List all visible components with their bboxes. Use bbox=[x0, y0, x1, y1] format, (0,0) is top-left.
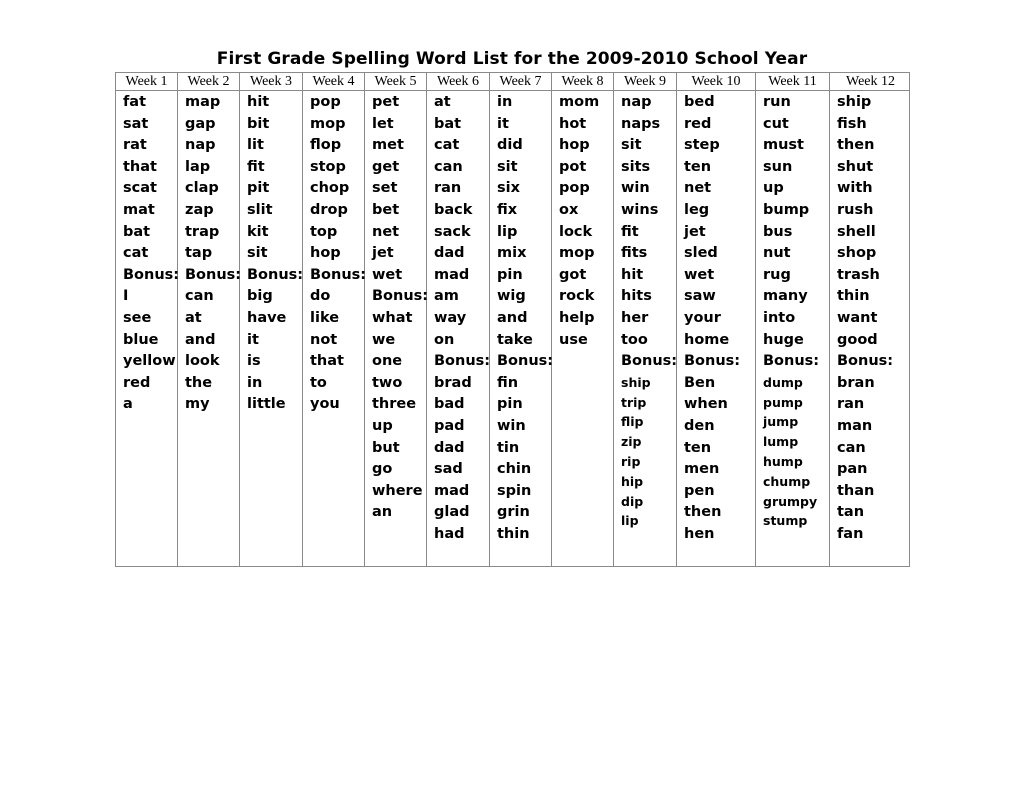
spelling-word: on bbox=[434, 331, 455, 348]
word-list bbox=[621, 92, 676, 531]
spelling-word: men bbox=[684, 461, 720, 478]
spelling-word: that bbox=[310, 353, 344, 370]
spelling-word: home bbox=[684, 331, 730, 348]
spelling-word: red bbox=[123, 374, 151, 391]
spelling-word: got bbox=[559, 266, 587, 283]
column-week-12 bbox=[830, 73, 911, 566]
bonus-label: Bonus: bbox=[497, 353, 554, 370]
spelling-word: tin bbox=[497, 439, 520, 456]
column-week-9 bbox=[614, 73, 677, 566]
spelling-word: thin bbox=[837, 288, 870, 305]
spelling-word: ran bbox=[434, 180, 462, 197]
spelling-word: one bbox=[372, 353, 403, 370]
spelling-word: bus bbox=[763, 223, 793, 240]
spelling-word: win bbox=[621, 180, 650, 197]
bonus-word: lump bbox=[763, 434, 799, 450]
spelling-word: fish bbox=[837, 115, 867, 132]
column-header: Week 1 bbox=[125, 74, 168, 89]
bonus-word: hip bbox=[621, 473, 644, 489]
bonus-label: Bonus: bbox=[684, 353, 741, 370]
bonus-label: Bonus: bbox=[837, 353, 894, 370]
spelling-word: tap bbox=[185, 245, 213, 262]
spelling-word: zap bbox=[185, 201, 214, 218]
spelling-word: met bbox=[372, 137, 404, 154]
spelling-word: can bbox=[837, 439, 866, 456]
spelling-word: rug bbox=[763, 266, 791, 283]
bonus-word: chump bbox=[763, 473, 811, 489]
column-week-6 bbox=[427, 73, 490, 566]
spelling-word: chin bbox=[497, 461, 532, 478]
spelling-word: and bbox=[185, 331, 216, 348]
spelling-word: pad bbox=[434, 417, 465, 434]
bonus-word: dip bbox=[621, 493, 644, 509]
spelling-word: is bbox=[247, 353, 261, 370]
spelling-word: can bbox=[185, 288, 214, 305]
spelling-word: fit bbox=[621, 223, 639, 240]
column-header: Week 9 bbox=[623, 74, 667, 89]
column-header: Week 3 bbox=[249, 74, 293, 89]
spelling-word: fan bbox=[837, 525, 864, 542]
bonus-word: lip bbox=[621, 513, 639, 529]
bonus-word: grumpy bbox=[763, 493, 818, 509]
spelling-word: up bbox=[372, 417, 393, 434]
spelling-word: set bbox=[372, 180, 398, 197]
column-week-11 bbox=[756, 73, 830, 566]
spelling-word: wet bbox=[372, 266, 403, 283]
spelling-word: wins bbox=[621, 201, 659, 218]
word-list bbox=[247, 92, 302, 416]
spelling-word: must bbox=[763, 137, 804, 154]
spelling-word: sled bbox=[684, 245, 718, 262]
bonus-word: flip bbox=[621, 414, 644, 430]
spelling-word: pop bbox=[559, 180, 590, 197]
spelling-word: sits bbox=[621, 158, 651, 175]
spelling-word: mad bbox=[434, 266, 470, 283]
spelling-word: sat bbox=[123, 115, 149, 132]
spelling-word: Ben bbox=[684, 374, 716, 391]
spelling-word: had bbox=[434, 525, 465, 542]
spelling-word: blue bbox=[123, 331, 159, 348]
spelling-word: fat bbox=[123, 94, 147, 110]
spelling-word: bit bbox=[247, 115, 270, 132]
bonus-word: rip bbox=[621, 453, 641, 469]
column-week-3 bbox=[240, 73, 303, 566]
word-list bbox=[559, 92, 613, 351]
column-week-5 bbox=[365, 73, 427, 566]
spelling-word: yellow bbox=[123, 353, 176, 370]
word-list bbox=[372, 92, 429, 524]
bonus-word: trip bbox=[621, 394, 647, 410]
spelling-word: cat bbox=[434, 137, 460, 154]
spelling-word: man bbox=[837, 417, 873, 434]
spelling-word: sit bbox=[497, 158, 518, 175]
spelling-word: I bbox=[123, 288, 129, 305]
spelling-word: map bbox=[185, 94, 221, 110]
bonus-word: dump bbox=[763, 374, 803, 390]
spelling-word: than bbox=[837, 482, 875, 499]
spelling-word: slit bbox=[247, 201, 273, 218]
spelling-word: look bbox=[185, 353, 220, 370]
spelling-word: pin bbox=[497, 396, 523, 413]
spelling-word: hot bbox=[559, 115, 587, 132]
column-header: Week 7 bbox=[499, 74, 542, 89]
word-list bbox=[310, 92, 367, 416]
spelling-word: jet bbox=[372, 245, 394, 262]
spelling-word: take bbox=[497, 331, 533, 348]
bonus-word: pump bbox=[763, 394, 803, 410]
spelling-word: sit bbox=[247, 245, 268, 262]
spelling-word: hop bbox=[559, 137, 590, 154]
spelling-word: flop bbox=[310, 137, 342, 154]
spelling-word: clap bbox=[185, 180, 219, 197]
spelling-word: little bbox=[247, 396, 286, 413]
spelling-word: big bbox=[247, 288, 273, 305]
spelling-word: bet bbox=[372, 201, 400, 218]
spelling-word: it bbox=[247, 331, 259, 348]
spelling-word: step bbox=[684, 137, 720, 154]
spelling-word: dad bbox=[434, 439, 465, 456]
spelling-word: huge bbox=[763, 331, 804, 348]
spelling-word: with bbox=[837, 180, 873, 197]
spelling-word: let bbox=[372, 115, 394, 132]
spelling-word: cat bbox=[123, 245, 149, 262]
spelling-word: ran bbox=[837, 396, 865, 413]
spelling-word: lip bbox=[497, 223, 518, 240]
spelling-word: see bbox=[123, 309, 152, 326]
page-title: First Grade Spelling Word List for the 2009-2010 School Year bbox=[216, 49, 808, 69]
word-list bbox=[837, 92, 911, 545]
spelling-word: bran bbox=[837, 374, 875, 391]
spelling-word: pop bbox=[310, 94, 341, 110]
spelling-word: scat bbox=[123, 180, 157, 197]
spelling-word: brad bbox=[434, 374, 472, 391]
spelling-word: trash bbox=[837, 266, 880, 283]
spelling-word: it bbox=[497, 115, 509, 132]
spelling-word: want bbox=[837, 309, 878, 326]
spelling-word: shut bbox=[837, 158, 874, 175]
spelling-word: nap bbox=[621, 94, 652, 110]
spelling-word: spin bbox=[497, 482, 532, 499]
spelling-word: have bbox=[247, 309, 287, 326]
spelling-word: up bbox=[763, 180, 784, 197]
spelling-word: two bbox=[372, 374, 403, 391]
spelling-word: in bbox=[247, 374, 263, 391]
bonus-label: Bonus: bbox=[247, 266, 304, 283]
spelling-word: you bbox=[310, 396, 340, 413]
spelling-word: pit bbox=[247, 180, 270, 197]
spelling-word: three bbox=[372, 396, 417, 413]
spelling-word: fix bbox=[497, 201, 518, 218]
spelling-word: too bbox=[621, 331, 648, 348]
spelling-word: am bbox=[434, 288, 459, 305]
spelling-word: lap bbox=[185, 158, 211, 175]
spelling-word: then bbox=[837, 137, 875, 154]
spelling-word: nap bbox=[185, 137, 216, 154]
spelling-word: like bbox=[310, 309, 340, 326]
spelling-word: hit bbox=[621, 266, 644, 283]
column-week-7 bbox=[490, 73, 552, 566]
spelling-word: shop bbox=[837, 245, 877, 262]
spelling-word: did bbox=[497, 137, 523, 154]
spelling-word: lock bbox=[559, 223, 593, 240]
spelling-word: where bbox=[372, 482, 423, 499]
spelling-word: into bbox=[763, 309, 796, 326]
spelling-table bbox=[115, 72, 910, 567]
spelling-word: and bbox=[497, 309, 528, 326]
spelling-word: ten bbox=[684, 439, 712, 456]
spelling-word: get bbox=[372, 158, 400, 175]
spelling-word: ten bbox=[684, 158, 712, 175]
bonus-word: zip bbox=[621, 434, 642, 450]
spelling-word: pen bbox=[684, 482, 715, 499]
spelling-word: hits bbox=[621, 288, 652, 305]
spelling-word: grin bbox=[497, 504, 530, 521]
spelling-word: do bbox=[310, 288, 331, 305]
spelling-word: chop bbox=[310, 180, 350, 197]
column-header: Week 11 bbox=[768, 74, 817, 89]
word-list bbox=[123, 92, 180, 416]
column-header: Week 10 bbox=[691, 74, 741, 89]
column-week-8 bbox=[552, 73, 614, 566]
column-header: Week 4 bbox=[312, 74, 355, 89]
spelling-word: mom bbox=[559, 94, 600, 110]
spelling-word: leg bbox=[684, 201, 710, 218]
spelling-word: fin bbox=[497, 374, 519, 391]
spelling-word: what bbox=[372, 309, 413, 326]
spelling-word: use bbox=[559, 331, 588, 348]
spelling-word: sack bbox=[434, 223, 471, 240]
spelling-word: at bbox=[185, 309, 202, 326]
bonus-word: jump bbox=[763, 414, 799, 430]
spelling-word: bat bbox=[123, 223, 151, 240]
bonus-word: hump bbox=[763, 453, 803, 469]
column-week-2 bbox=[178, 73, 240, 566]
spelling-word: mop bbox=[559, 245, 595, 262]
column-week-10 bbox=[677, 73, 756, 566]
word-list bbox=[497, 92, 554, 545]
word-list bbox=[684, 92, 755, 545]
spelling-word: sit bbox=[621, 137, 642, 154]
spelling-word: bump bbox=[763, 201, 810, 218]
spelling-word: bed bbox=[684, 94, 715, 110]
spelling-word: her bbox=[621, 309, 649, 326]
spelling-word: my bbox=[185, 396, 210, 413]
spelling-word: rock bbox=[559, 288, 595, 305]
spelling-word: tan bbox=[837, 504, 865, 521]
spelling-word: but bbox=[372, 439, 400, 456]
spelling-word: wig bbox=[497, 288, 526, 305]
spelling-word: den bbox=[684, 417, 715, 434]
spelling-word: naps bbox=[621, 115, 661, 132]
spelling-word: back bbox=[434, 201, 473, 218]
spelling-word: ox bbox=[559, 201, 579, 218]
spelling-word: at bbox=[434, 94, 451, 110]
spelling-word: six bbox=[497, 180, 520, 197]
spelling-word: the bbox=[185, 374, 213, 391]
spelling-word: red bbox=[684, 115, 712, 132]
spelling-word: drop bbox=[310, 201, 348, 218]
spelling-word: cut bbox=[763, 115, 789, 132]
spelling-word: hit bbox=[247, 94, 270, 110]
spelling-word: hop bbox=[310, 245, 341, 262]
column-header: Week 12 bbox=[845, 74, 896, 89]
spelling-word: good bbox=[837, 331, 878, 348]
spelling-word: mix bbox=[497, 245, 527, 262]
column-header: Week 8 bbox=[561, 74, 604, 89]
bonus-label: Bonus: bbox=[372, 288, 429, 305]
spelling-word: rush bbox=[837, 201, 874, 218]
spelling-word: jet bbox=[684, 223, 706, 240]
spelling-word: in bbox=[497, 94, 513, 110]
spelling-word: kit bbox=[247, 223, 269, 240]
column-week-4 bbox=[303, 73, 365, 566]
word-list bbox=[185, 92, 242, 416]
spelling-word: a bbox=[123, 396, 133, 413]
spelling-word: many bbox=[763, 288, 808, 305]
spelling-word: go bbox=[372, 461, 393, 478]
spelling-word: bat bbox=[434, 115, 462, 132]
spelling-word: wet bbox=[684, 266, 715, 283]
spelling-word: sad bbox=[434, 461, 463, 478]
spelling-word: ship bbox=[837, 94, 872, 110]
spelling-word: run bbox=[763, 94, 791, 110]
bonus-word: stump bbox=[763, 513, 808, 529]
spelling-word: then bbox=[684, 504, 722, 521]
spelling-word: trap bbox=[185, 223, 220, 240]
spelling-word: pan bbox=[837, 461, 868, 478]
spelling-word: pot bbox=[559, 158, 587, 175]
spelling-word: shell bbox=[837, 223, 876, 240]
spelling-word: can bbox=[434, 158, 463, 175]
bonus-label: Bonus: bbox=[185, 266, 242, 283]
spelling-word: saw bbox=[684, 288, 716, 305]
spelling-word: that bbox=[123, 158, 157, 175]
bonus-label: Bonus: bbox=[621, 353, 678, 370]
spelling-word: bad bbox=[434, 396, 465, 413]
spelling-word: way bbox=[434, 309, 467, 326]
spelling-word: net bbox=[372, 223, 400, 240]
spelling-word: mop bbox=[310, 115, 346, 132]
spelling-word: top bbox=[310, 223, 338, 240]
spelling-word: an bbox=[372, 504, 393, 521]
column-header: Week 6 bbox=[436, 74, 480, 89]
spelling-word: gap bbox=[185, 115, 216, 132]
spelling-word: stop bbox=[310, 158, 346, 175]
spelling-word: fit bbox=[247, 158, 265, 175]
spelling-word: fits bbox=[621, 245, 648, 262]
spelling-word: sun bbox=[763, 158, 793, 175]
spelling-word: lit bbox=[247, 137, 264, 154]
spelling-word: nut bbox=[763, 245, 791, 262]
bonus-word: ship bbox=[621, 374, 651, 390]
spelling-word: hen bbox=[684, 525, 715, 542]
column-week-1 bbox=[116, 73, 178, 566]
spelling-word: win bbox=[497, 417, 526, 434]
column-header: Week 2 bbox=[187, 74, 230, 89]
word-list bbox=[434, 92, 489, 545]
bonus-label: Bonus: bbox=[434, 353, 491, 370]
column-header: Week 5 bbox=[374, 74, 417, 89]
spelling-word: not bbox=[310, 331, 338, 348]
spelling-word: we bbox=[372, 331, 396, 348]
spelling-word: mat bbox=[123, 201, 155, 218]
spelling-word: when bbox=[684, 396, 728, 413]
spelling-word: dad bbox=[434, 245, 465, 262]
spelling-word: rat bbox=[123, 137, 147, 154]
spelling-word: help bbox=[559, 309, 595, 326]
spelling-word: mad bbox=[434, 482, 470, 499]
spelling-word: pin bbox=[497, 266, 523, 283]
word-list bbox=[763, 92, 829, 531]
bonus-label: Bonus: bbox=[310, 266, 367, 283]
bonus-label: Bonus: bbox=[763, 353, 820, 370]
spelling-word: net bbox=[684, 180, 712, 197]
spelling-word: pet bbox=[372, 94, 400, 110]
spelling-word: your bbox=[684, 309, 721, 326]
spelling-word: glad bbox=[434, 504, 470, 521]
spelling-word: to bbox=[310, 374, 327, 391]
spelling-word: thin bbox=[497, 525, 530, 542]
bonus-label: Bonus: bbox=[123, 266, 180, 283]
